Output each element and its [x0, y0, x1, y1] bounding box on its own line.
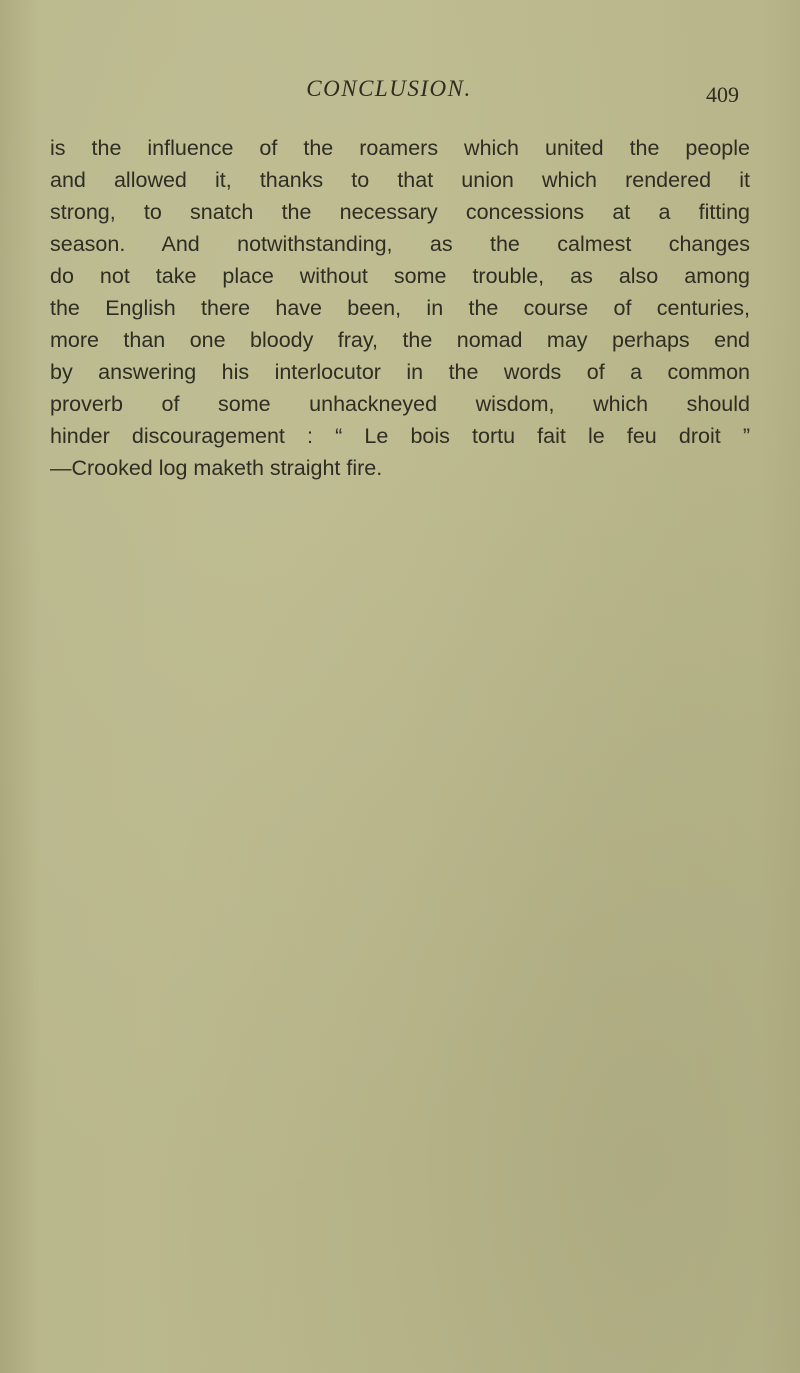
text-line: do not take place without some trouble, as also among — [50, 264, 750, 288]
text-line: proverb of some unhackneyed wisdom, which should — [50, 392, 750, 416]
page-number: 409 — [706, 82, 739, 107]
text-line: season. And notwithstanding, as the calmest changes — [50, 232, 750, 256]
page-header — [0, 72, 800, 112]
text-line: by answering his interlocutor in the words of a common — [50, 360, 750, 384]
text-line: more than one bloody fray, the nomad may perhaps end — [50, 328, 750, 352]
text-line: strong, to snatch the necessary concessions at a fitting — [50, 200, 750, 224]
text-line: and allowed it, thanks to that union which rendered it — [50, 168, 750, 192]
text-line: is the influence of the roamers which united the people — [50, 136, 750, 160]
text-line: —Crooked log maketh straight fire. — [50, 456, 383, 480]
body-paragraph — [50, 132, 750, 484]
text-line: hinder discouragement : “ Le bois tortu fait le feu droit ” — [50, 424, 750, 448]
running-title: CONCLUSION. — [306, 76, 472, 101]
text-line: the English there have been, in the course of centuries, — [50, 296, 750, 320]
